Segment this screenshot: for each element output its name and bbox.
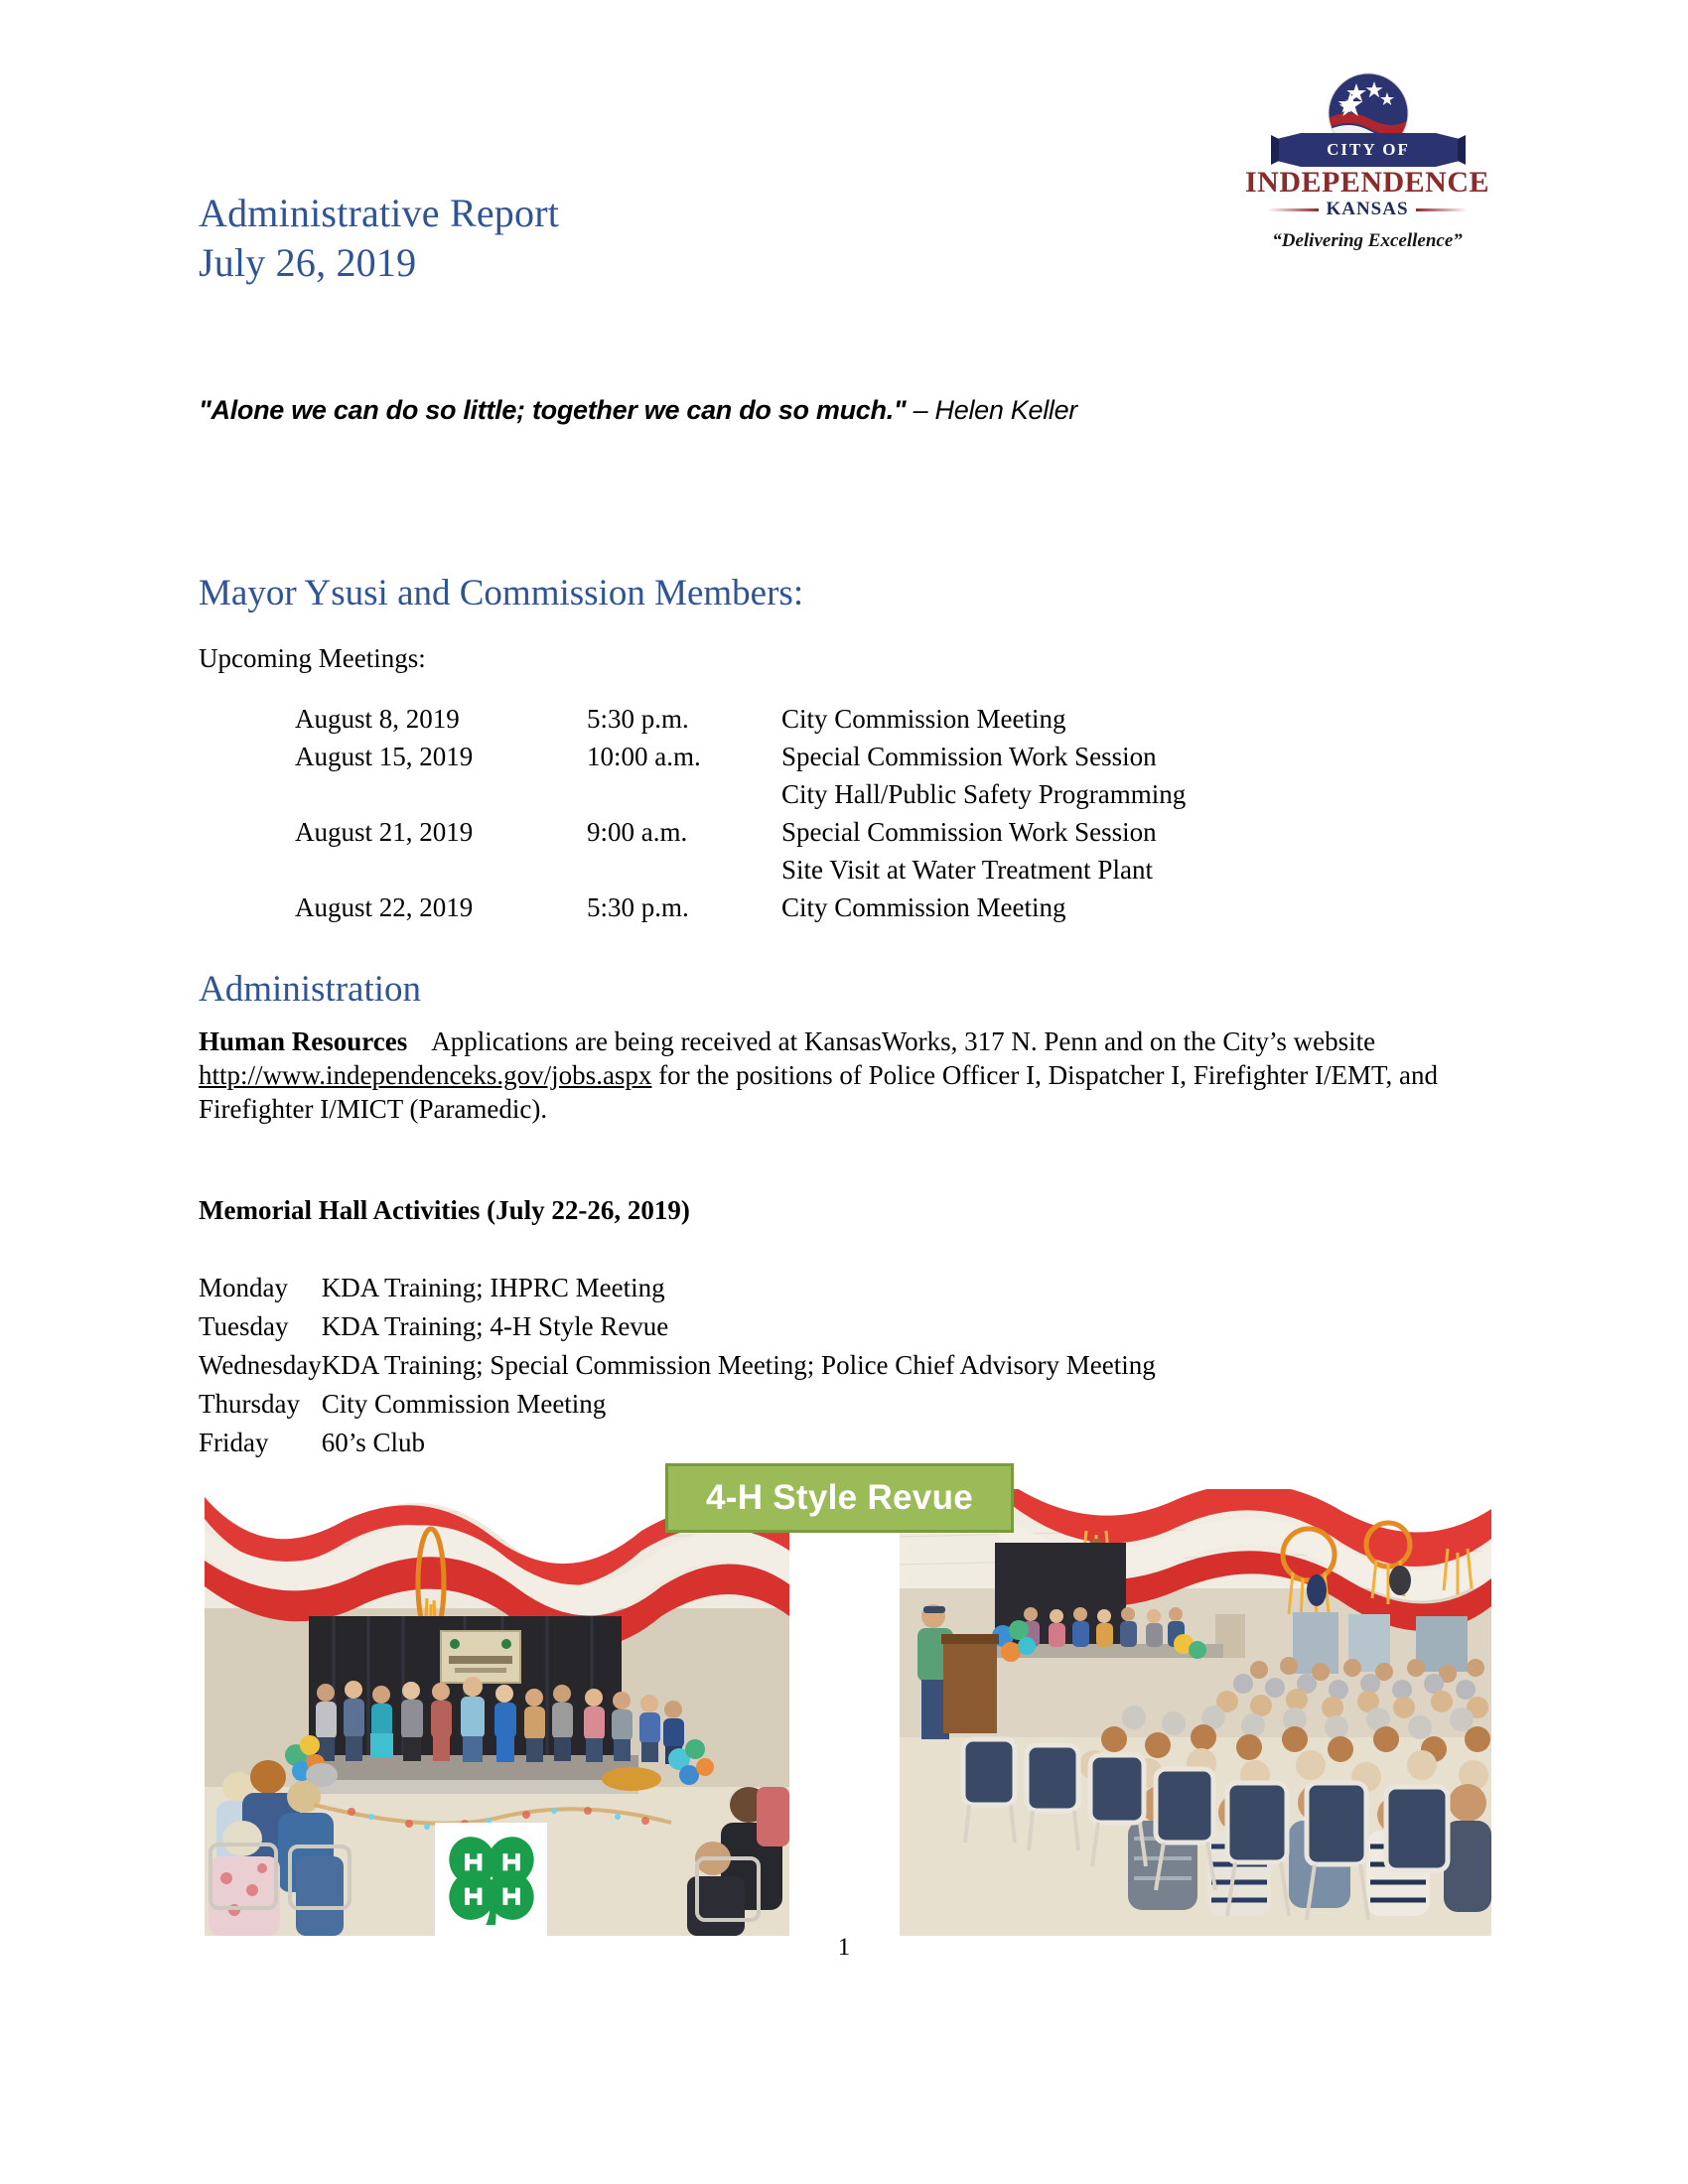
quote-attribution: – Helen Keller — [906, 395, 1078, 425]
meeting-description-sub: Site Visit at Water Treatment Plant — [781, 855, 1153, 885]
meeting-time: 10:00 a.m. — [587, 742, 701, 771]
activity-events: 60’s Club — [321, 1428, 426, 1457]
page-title — [199, 189, 559, 288]
stage-photo — [205, 1489, 789, 1936]
meeting-description — [781, 813, 1186, 888]
meeting-description: City Commission Meeting — [781, 892, 1066, 922]
document-header — [0, 0, 1688, 308]
table-row — [295, 738, 1186, 813]
table-row — [295, 700, 1186, 738]
city-logo — [1239, 71, 1495, 270]
activity-day: Friday — [199, 1428, 269, 1457]
table-row — [199, 1385, 1156, 1424]
quote-line — [199, 395, 1077, 426]
table-row — [295, 813, 1186, 888]
hr-text-before-link: Applications are being received at KansasWorks, 317 N. Penn and on the City’s website — [431, 1026, 1376, 1056]
photo-banner — [665, 1463, 1014, 1533]
activity-day: Monday — [199, 1273, 288, 1302]
meeting-description: City Commission Meeting — [781, 704, 1066, 734]
city-of-label: CITY OF — [1327, 140, 1410, 159]
four-h-clover-logo — [435, 1823, 547, 1936]
report-date: July 26, 2019 — [199, 240, 417, 285]
activity-day: Wednesday — [199, 1350, 322, 1380]
activity-day: Tuesday — [199, 1311, 289, 1341]
meeting-description-main: Special Commission Work Session — [781, 817, 1157, 847]
page-number: 1 — [837, 1934, 851, 1961]
logo-rule-right — [1416, 208, 1468, 211]
meeting-description-main: Special Commission Work Session — [781, 742, 1157, 771]
memorial-hall-activities-table — [199, 1269, 1156, 1462]
meeting-description — [781, 738, 1186, 813]
table-row — [199, 1424, 1156, 1462]
jobs-page-link[interactable]: http://www.independenceks.gov/jobs.aspx — [199, 1060, 652, 1090]
logo-state-name: KANSAS — [1326, 199, 1409, 219]
report-title: Administrative Report — [199, 191, 560, 235]
human-resources-paragraph — [199, 1024, 1479, 1126]
upcoming-meetings-table — [295, 700, 1186, 926]
meeting-description-sub: City Hall/Public Safety Programming — [781, 779, 1187, 809]
memorial-hall-heading: Memorial Hall Activities (July 22-26, 2019) — [199, 1195, 690, 1225]
activity-events: KDA Training; IHPRC Meeting — [321, 1273, 665, 1302]
meeting-date: August 15, 2019 — [295, 742, 474, 771]
table-row — [295, 888, 1186, 926]
meeting-time: 5:30 p.m. — [587, 892, 689, 922]
human-resources-label: Human Resources — [199, 1026, 408, 1056]
logo-state-row — [1239, 199, 1495, 220]
audience-photo — [900, 1489, 1491, 1936]
table-row — [199, 1346, 1156, 1385]
meeting-time: 5:30 p.m. — [587, 704, 689, 734]
photo-banner-label: 4-H Style Revue — [705, 1478, 974, 1517]
activity-day: Thursday — [199, 1389, 300, 1419]
mayor-section-heading: Mayor Ysusi and Commission Members: — [199, 573, 804, 614]
hr-text-after-link: for the positions of Police Officer I, Dispatcher I, Firefighter I/EMT, and Firefighter I/MICT (Paramedic). — [199, 1060, 1438, 1124]
meeting-date: August 22, 2019 — [295, 892, 474, 922]
meeting-time: 9:00 a.m. — [587, 817, 688, 847]
city-of-ribbon — [1271, 133, 1466, 167]
quote-text: "Alone we can do so little; together we can do so much." — [199, 395, 907, 425]
table-row — [199, 1307, 1156, 1346]
logo-rule-left — [1267, 208, 1319, 211]
photo-gallery — [205, 1463, 1491, 1936]
meeting-date: August 8, 2019 — [295, 704, 460, 734]
upcoming-meetings-label: Upcoming Meetings: — [199, 643, 426, 673]
activity-events: City Commission Meeting — [321, 1389, 607, 1419]
table-row — [199, 1269, 1156, 1307]
activity-events: KDA Training; 4-H Style Revue — [321, 1311, 669, 1341]
meeting-date: August 21, 2019 — [295, 817, 474, 847]
logo-tagline: “Delivering Excellence” — [1272, 230, 1463, 251]
logo-city-name: INDEPENDENCE — [1244, 166, 1490, 199]
administration-heading: Administration — [199, 969, 422, 1010]
activity-events: KDA Training; Special Commission Meeting; Police Chief Advisory Meeting — [321, 1350, 1156, 1380]
